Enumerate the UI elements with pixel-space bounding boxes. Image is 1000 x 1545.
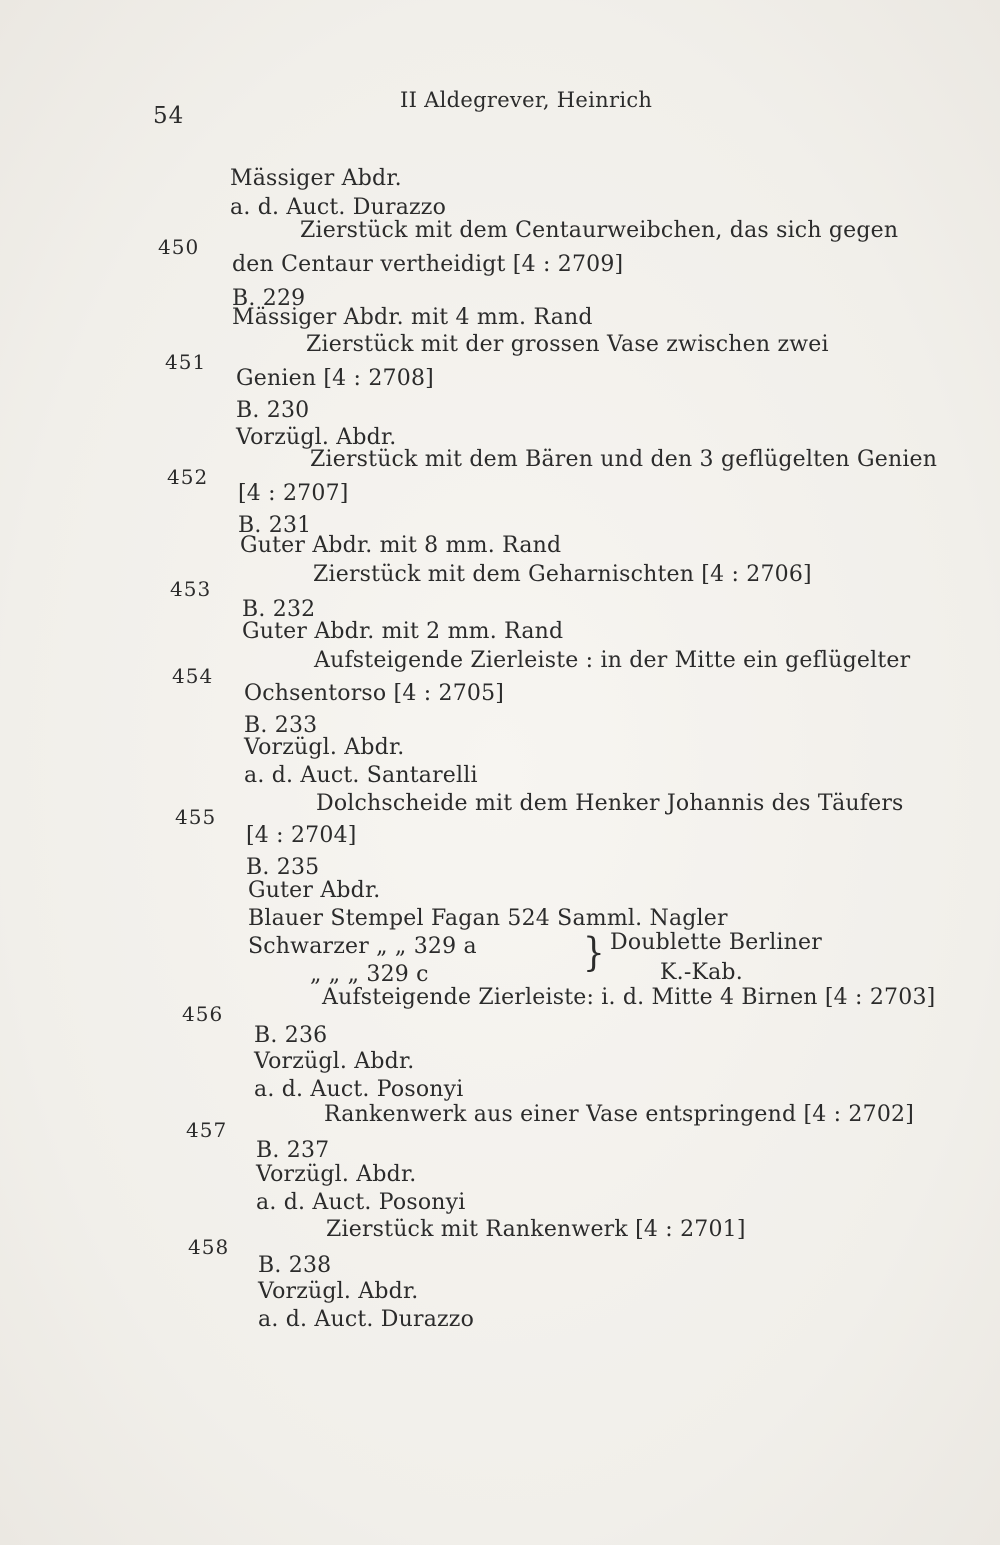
brace: }: [583, 930, 605, 976]
entry-title: Zierstück mit dem Geharnischten [4 : 2706]: [313, 562, 812, 587]
text-line: [4 : 2704]: [246, 823, 357, 848]
text-line: [4 : 2707]: [238, 481, 349, 506]
text-line: Guter Abdr.: [248, 878, 381, 903]
entry-number: 457: [186, 1118, 228, 1142]
text-line: B. 231: [238, 513, 312, 538]
text-line: Blauer Stempel Fagan 524 Samml. Nagler: [248, 906, 728, 931]
text-line: B. 238: [258, 1253, 332, 1278]
entry-number: 452: [167, 465, 209, 489]
entry-number: 455: [175, 805, 217, 829]
text-line: B. 237: [256, 1138, 330, 1163]
entry-title: Zierstück mit dem Bären und den 3 geflügelten Genien: [310, 447, 938, 472]
page-number: 54: [153, 103, 185, 129]
text-line: „ „ „ 329 c: [310, 962, 429, 987]
entry-number: 451: [165, 350, 207, 374]
text-line: Vorzügl. Abdr.: [258, 1279, 419, 1304]
text-line: Schwarzer „ „ 329 a: [248, 934, 477, 959]
text-line: B. 236: [254, 1023, 328, 1048]
text-line: B. 233: [244, 713, 318, 738]
text-line: B. 230: [236, 398, 310, 423]
entry-title: Aufsteigende Zierleiste: i. d. Mitte 4 Birnen [4 : 2703]: [322, 985, 936, 1010]
text-line: Doublette Berliner: [610, 930, 822, 955]
text-line: a. d. Auct. Durazzo: [258, 1307, 475, 1332]
text-line: Vorzügl. Abdr.: [236, 425, 397, 450]
entry-number: 453: [170, 577, 212, 601]
entry-title: Rankenwerk aus einer Vase entspringend [4 : 2702]: [324, 1102, 914, 1127]
text-line: B. 235: [246, 855, 320, 880]
entry-number: 454: [172, 664, 214, 688]
text-line: Vorzügl. Abdr.: [244, 735, 405, 760]
text-line: Guter Abdr. mit 8 mm. Rand: [240, 533, 562, 558]
text-line: a. d. Auct. Posonyi: [254, 1077, 464, 1102]
entry-number: 456: [182, 1002, 224, 1026]
entry-title: Aufsteigende Zierleiste : in der Mitte ein geflügelter: [314, 648, 911, 673]
text-line: B. 229: [232, 286, 306, 311]
text-line: a. d. Auct. Santarelli: [244, 763, 478, 788]
text-line: B. 232: [242, 597, 316, 622]
text-line: Ochsentorso [4 : 2705]: [244, 681, 505, 706]
entry-number: 450: [158, 235, 200, 259]
entry-title: Zierstück mit dem Centaurweibchen, das sich gegen: [300, 218, 899, 243]
text-line: K.-Kab.: [660, 960, 743, 985]
text-line: Vorzügl. Abdr.: [254, 1049, 415, 1074]
entry-number: 458: [188, 1235, 230, 1259]
text-line: Vorzügl. Abdr.: [256, 1162, 417, 1187]
text-line: den Centaur vertheidigt [4 : 2709]: [232, 252, 624, 277]
entry-title: Dolchscheide mit dem Henker Johannis des Täufers: [316, 791, 904, 816]
entry-title: Zierstück mit der grossen Vase zwischen zwei: [306, 332, 829, 357]
text-line: a. d. Auct. Posonyi: [256, 1190, 466, 1215]
text-line: Genien [4 : 2708]: [236, 366, 434, 391]
running-head: II Aldegrever, Heinrich: [400, 88, 653, 112]
text-line: Mässiger Abdr. mit 4 mm. Rand: [232, 305, 593, 330]
entry-title: Zierstück mit Rankenwerk [4 : 2701]: [326, 1217, 746, 1242]
text-line: Guter Abdr. mit 2 mm. Rand: [242, 619, 564, 644]
text-line: a. d. Auct. Durazzo: [230, 195, 447, 220]
text-line: Mässiger Abdr.: [230, 166, 402, 191]
